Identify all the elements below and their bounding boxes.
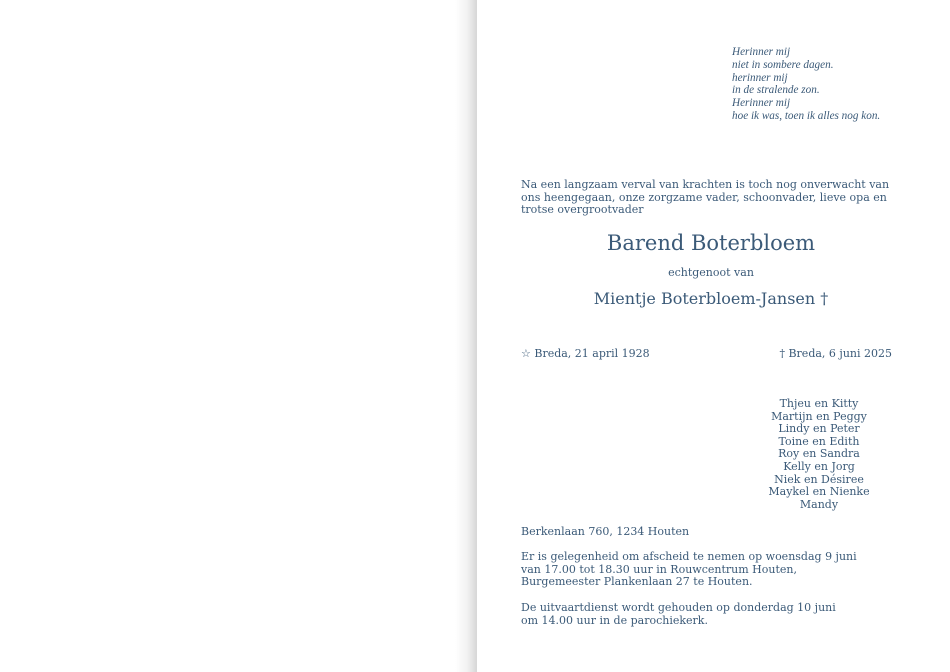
family-member: Toine en Edith [778,434,860,448]
farewell-info [521,551,911,589]
poem [732,46,947,123]
family-member: Niek en Désiree [774,472,864,486]
family-list [747,398,891,511]
poem-line: herinner mij [732,71,788,84]
death-date: † Breda, 6 juni 2025 [779,347,892,360]
spouse-name: Mientje Boterbloem-Jansen † [593,289,829,308]
deceased-name: Barend Boterbloem [606,231,816,255]
intro-line: ons heengegaan, onze zorgzame vader, schoonvader, lieve opa en [521,190,887,204]
poem-line: Herinner mij [732,97,791,110]
poem-line: niet in sombere dagen. [732,58,834,71]
birth-date: ☆ Breda, 21 april 1928 [521,347,650,360]
family-member: Thjeu en Kitty [779,397,859,410]
farewell-line: Er is gelegenheid om afscheid te nemen op woensdag 9 juni [521,550,857,563]
service-info [521,602,911,627]
intro-line: Na een langzaam verval van krachten is toch nog onverwacht van [521,178,890,191]
family-member: Roy en Sandra [778,447,860,461]
farewell-line: van 17.00 tot 18.30 uur in Rouwcentrum Houten, [521,562,797,576]
farewell-line: Burgemeester Plankenlaan 27 te Houten. [521,575,753,589]
family-member: Martijn en Peggy [771,409,867,423]
intro-line: trotse overgrootvader [521,203,644,217]
address: Berkenlaan 760, 1234 Houten [521,525,690,538]
service-line: De uitvaartdienst wordt gehouden op donderdag 10 juni [521,601,836,614]
poem-line: in de stralende zon. [732,84,820,97]
poem-line: Herinner mij [732,46,791,58]
spouse-label: echtgenoot van [668,266,754,279]
service-line: om 14.00 uur in de parochiekerk. [521,613,708,627]
family-member: Lindy en Peter [778,422,860,436]
right-page [477,0,950,672]
page-fold [455,0,477,672]
intro-text [521,179,901,217]
family-member: Mandy [799,497,839,511]
family-member: Kelly en Jorg [783,459,855,473]
family-member: Maykel en Nienke [768,485,870,499]
poem-line: hoe ik was, toen ik alles nog kon. [732,109,881,122]
